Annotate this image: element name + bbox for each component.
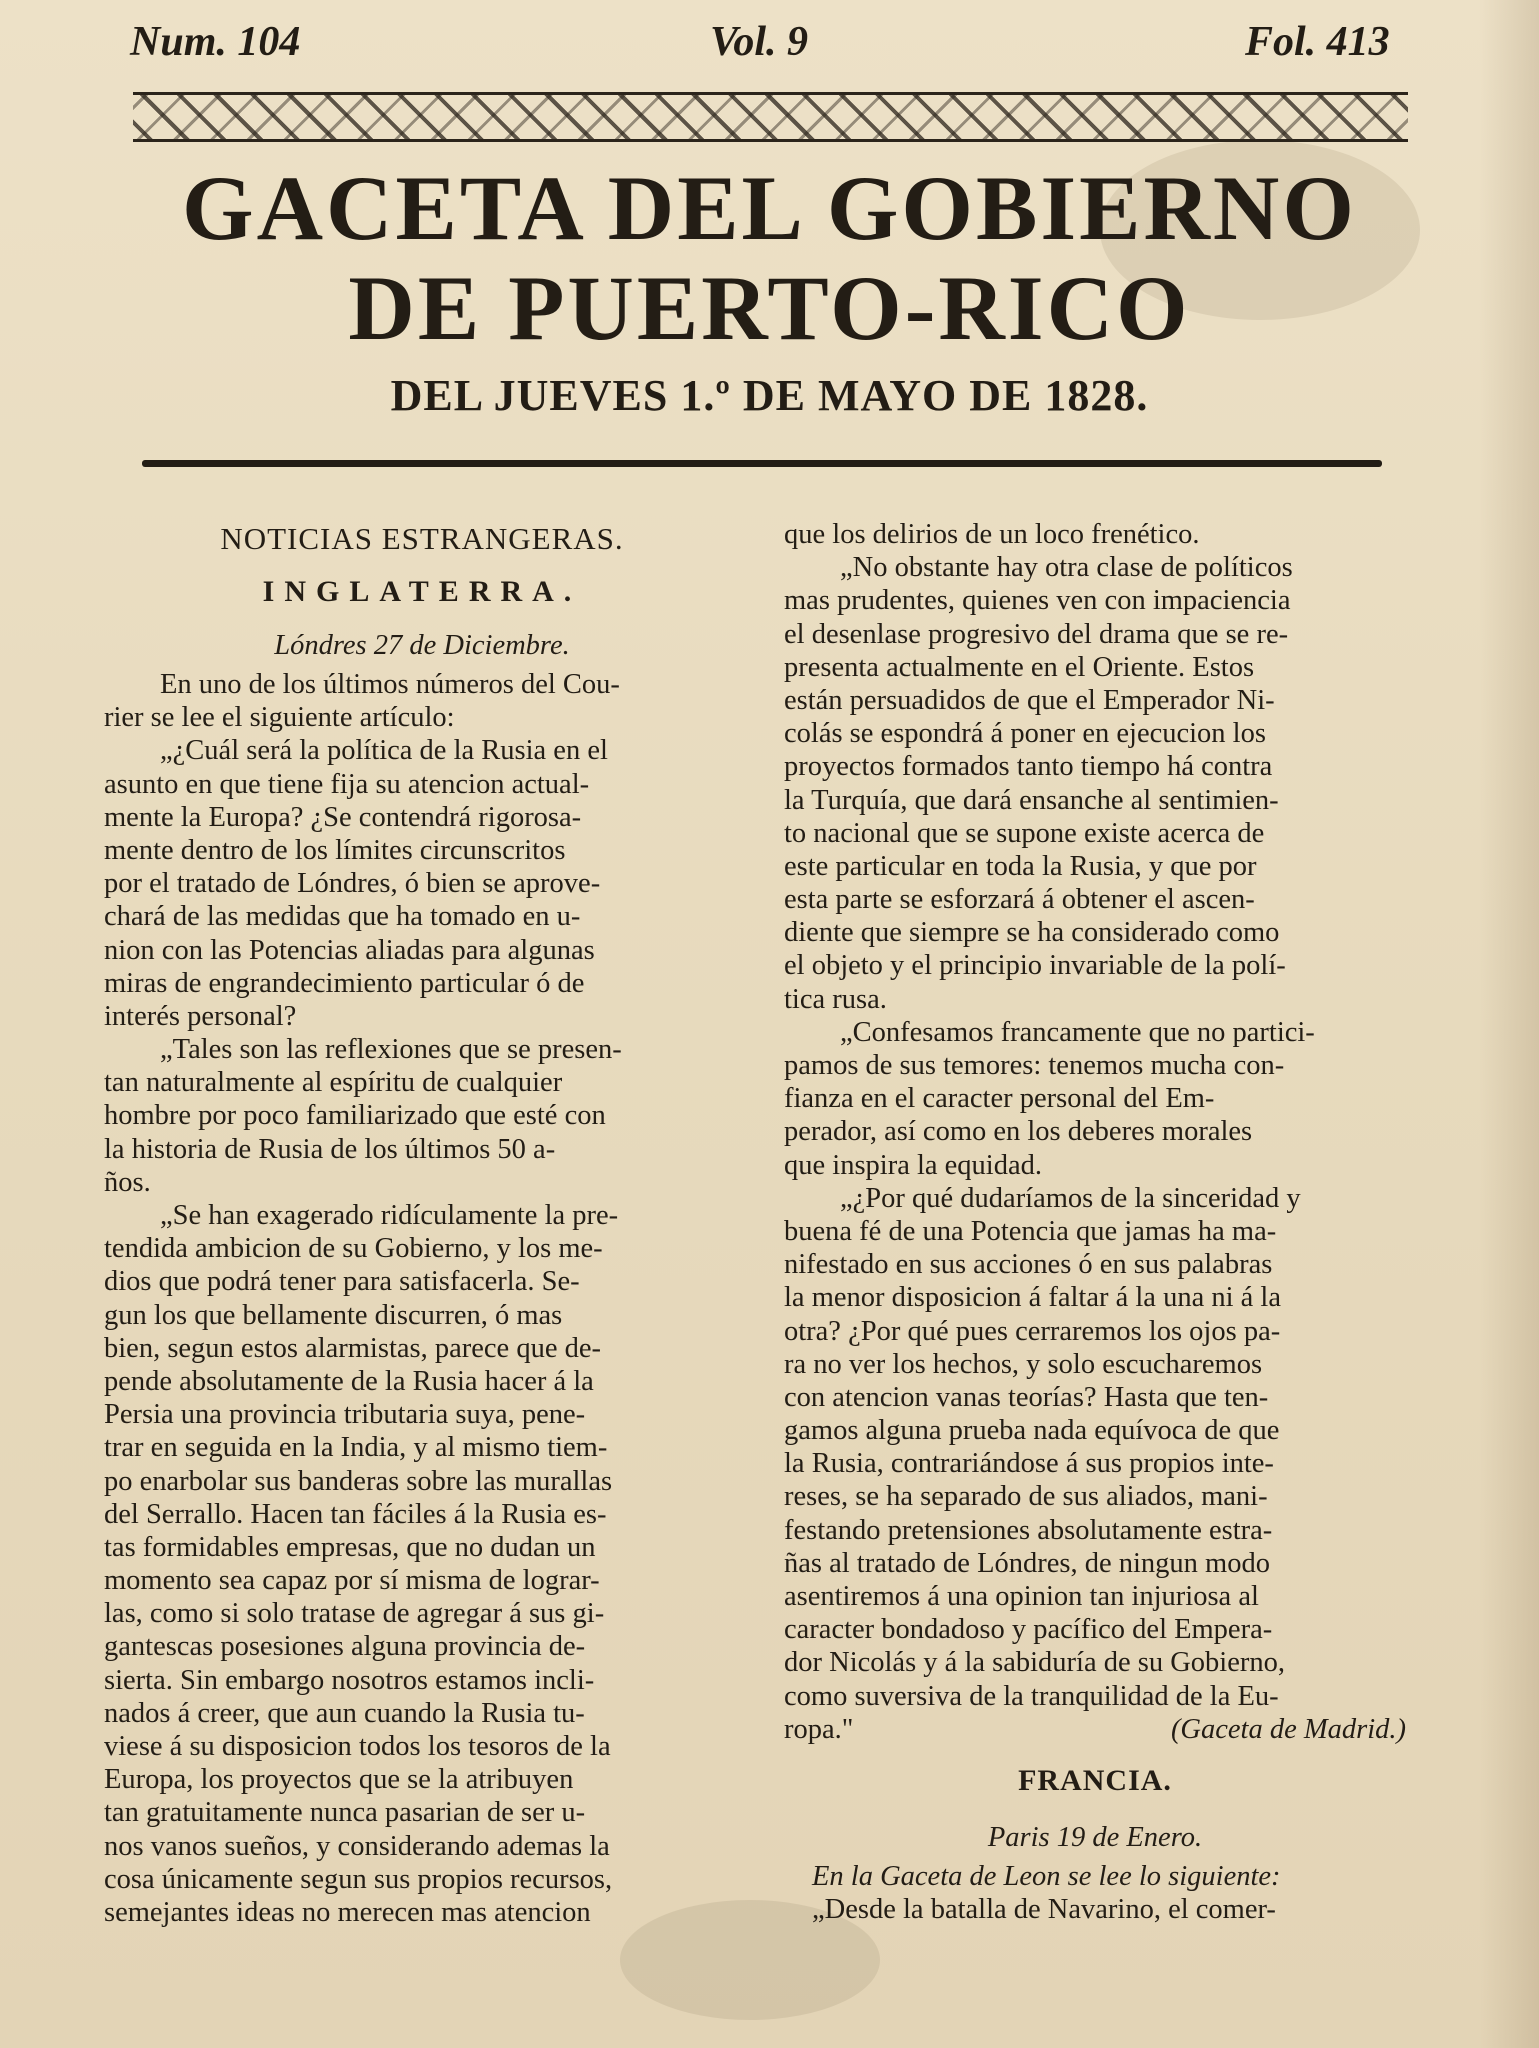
text-line: chará de las medidas que ha tomado en u- — [104, 901, 581, 933]
left-column-text — [104, 668, 740, 1929]
text-line: colás se espondrá á poner en ejecucion los — [784, 718, 1266, 750]
text-line: diente que siempre se ha considerado como — [784, 917, 1280, 949]
masthead — [0, 158, 1539, 358]
text-line: el desenlase progresivo del drama que se re- — [784, 618, 1289, 650]
text-line: gamos alguna prueba nada equívoca de que — [784, 1415, 1280, 1447]
text-line: „No obstante hay otra clase de políticos — [840, 552, 1293, 584]
text-line: nos vanos sueños, y considerando ademas la — [104, 1830, 610, 1862]
text-line: dor Nicolás y á la sabiduría de su Gobierno, — [784, 1647, 1285, 1679]
text-line: sierta. Sin embargo nosotros estamos incli- — [104, 1664, 595, 1696]
text-line: otra? ¿Por qué pues cerraremos los ojos pa- — [784, 1315, 1281, 1347]
text-line: por el tratado de Lóndres, ó bien se aprove- — [104, 868, 601, 900]
citation: (Gaceta de Madrid.) — [1170, 1713, 1406, 1745]
text-line: esta parte se esforzará á obtener el ascen- — [784, 884, 1255, 916]
text-line: la menor disposicion á faltar á la una ni á la — [784, 1282, 1281, 1314]
ornamental-border — [133, 92, 1408, 142]
closing-text: ropa." — [784, 1713, 854, 1745]
text-line: tan gratuitamente nunca pasarian de ser u- — [104, 1797, 586, 1829]
text-line: „Se han exagerado ridículamente la pre- — [160, 1200, 619, 1231]
section-heading: NOTICIAS ESTRANGERAS. — [220, 521, 624, 556]
text-line: como suversiva de la tranquilidad de la Eu- — [784, 1680, 1279, 1712]
text-line: interés personal? — [104, 1000, 297, 1032]
text-line: perador, así como en los deberes morales — [784, 1116, 1253, 1148]
issue-date: DEL JUEVES 1.º DE MAYO DE 1828. — [390, 371, 1149, 420]
text-line: caracter bondadoso y pacífico del Empera- — [784, 1614, 1273, 1646]
text-line: asentiremos á una opinion tan injuriosa al — [784, 1581, 1259, 1612]
right-column — [784, 518, 1406, 1926]
text-line: cosa únicamente segun sus propios recursos, — [104, 1863, 613, 1895]
text-line: que los delirios de un loco frenético. — [784, 519, 1200, 550]
text-line: nion con las Potencias aliadas para algunas — [104, 934, 595, 966]
left-column — [104, 518, 740, 1929]
text-line: pende absolutamente de la Rusia hacer á la — [104, 1365, 594, 1397]
masthead-line-1: GACETA DEL GOBIERNO — [182, 157, 1357, 259]
text-line: la historia de Rusia de los últimos 50 a- — [104, 1133, 556, 1165]
masthead-rule — [142, 460, 1382, 467]
text-line: mente dentro de los límites circunscritos — [104, 834, 566, 866]
text-line: dios que podrá tener para satisfacerla. Se- — [104, 1266, 580, 1298]
text-line: mas prudentes, quienes ven con impaciencia — [784, 585, 1291, 617]
closing-line — [784, 1713, 1406, 1746]
text-line: miras de engrandecimiento particular ó de — [104, 967, 585, 999]
text-line: „¿Cuál será la política de la Rusia en el — [160, 735, 608, 767]
text-line: del Serrallo. Hacen tan fáciles á la Rusia es- — [104, 1498, 607, 1530]
text-line: bien, segun estos alarmistas, parece que de- — [104, 1332, 601, 1364]
text-line: to nacional que se supone existe acerca de — [784, 817, 1265, 849]
text-line: mente la Europa? ¿Se contendrá rigorosa- — [104, 801, 582, 833]
text-line: este particular en toda la Rusia, y que por — [784, 850, 1257, 882]
text-line: gun los que bellamente discurren, ó mas — [104, 1299, 563, 1331]
volume-number: Vol. 9 — [710, 19, 809, 65]
text-line: la Rusia, contrariándose á sus propios inte- — [784, 1448, 1274, 1480]
final-line: „Desde la batalla de Navarino, el comer- — [812, 1894, 1276, 1926]
intro-line: En la Gaceta de Leon se lee lo siguiente: — [812, 1860, 1281, 1892]
text-line: el objeto y el principio invariable de la polí- — [784, 950, 1286, 982]
text-line: fianza en el caracter personal del Em- — [784, 1083, 1215, 1115]
dateline-place: Paris 19 de Enero. — [987, 1821, 1203, 1853]
text-line: hombre por poco familiarizado que esté con — [104, 1100, 606, 1132]
text-line: que inspira la equidad. — [784, 1149, 1043, 1181]
text-line: nifestado en sus acciones ó en sus palabras — [784, 1249, 1273, 1281]
text-line: pamos de sus temores: tenemos mucha con- — [784, 1050, 1285, 1081]
text-line: ra no ver los hechos, y solo escucharemos — [784, 1348, 1263, 1380]
right-column-text — [784, 518, 1406, 1713]
text-line: „Tales son las reflexiones que se presen- — [160, 1034, 622, 1066]
text-line: Persia una provincia tributaria suya, pene- — [104, 1399, 586, 1431]
text-line: proyectos formados tanto tiempo há contra — [784, 751, 1273, 783]
text-line: gantescas posesiones alguna provincia de- — [104, 1631, 586, 1663]
text-line: „¿Por qué dudaríamos de la sinceridad y — [840, 1182, 1301, 1214]
dateline-place: Lóndres 27 de Diciembre. — [274, 630, 570, 661]
text-line: festando pretensiones absolutamente estra- — [784, 1514, 1273, 1546]
text-line: nados á creer, que aun cuando la Rusia tu- — [104, 1697, 585, 1729]
country-heading: INGLATERRA. — [262, 575, 582, 608]
text-line: tas formidables empresas, que no dudan un — [104, 1531, 596, 1563]
text-line: rier se lee el siguiente artículo: — [104, 702, 455, 734]
text-line: buena fé de una Potencia que jamas ha ma- — [784, 1215, 1277, 1247]
text-line: po enarbolar sus banderas sobre las murallas — [104, 1465, 613, 1497]
text-line: con atencion vanas teorías? Hasta que ten- — [784, 1381, 1269, 1413]
text-line: las, como si solo tratase de agregar á sus gi- — [104, 1598, 605, 1630]
folio-number: Fol. 413 — [1245, 19, 1390, 65]
text-line: „Confesamos francamente que no partici- — [840, 1016, 1315, 1048]
text-line: asunto en que tiene fija su atencion actual- — [104, 768, 590, 800]
text-line: tan naturalmente al espíritu de cualquier — [104, 1067, 563, 1099]
text-line: semejantes ideas no merecen mas atencion — [104, 1896, 591, 1928]
text-line: Europa, los proyectos que se la atribuyen — [104, 1764, 574, 1796]
issue-number: Num. 104 — [130, 19, 301, 65]
country-heading: FRANCIA. — [1018, 1763, 1172, 1797]
text-line: reses, se ha separado de sus aliados, mani- — [784, 1481, 1268, 1513]
text-line: presenta actualmente en el Oriente. Estos — [784, 651, 1255, 683]
text-line: tendida ambicion de su Gobierno, y los me- — [104, 1233, 603, 1265]
masthead-line-2: DE PUERTO-RICO — [348, 257, 1191, 359]
text-line: viese á su disposicion todos los tesoros de la — [104, 1731, 611, 1762]
text-line: En uno de los últimos números del Cou- — [160, 669, 620, 700]
text-line: la Turquía, que dará ensanche al sentimien- — [784, 784, 1279, 816]
folio-line — [120, 18, 1420, 78]
text-line: están persuadidos de que el Emperador Ni- — [784, 684, 1275, 716]
text-line: trar en seguida en la India, y al mismo tiem- — [104, 1432, 608, 1464]
text-line: momento sea capaz por sí misma de lograr- — [104, 1565, 600, 1597]
text-line: ñas al tratado de Lóndres, de ningun modo — [784, 1547, 1270, 1579]
text-line: tica rusa. — [784, 983, 887, 1015]
text-line: ños. — [104, 1166, 151, 1198]
